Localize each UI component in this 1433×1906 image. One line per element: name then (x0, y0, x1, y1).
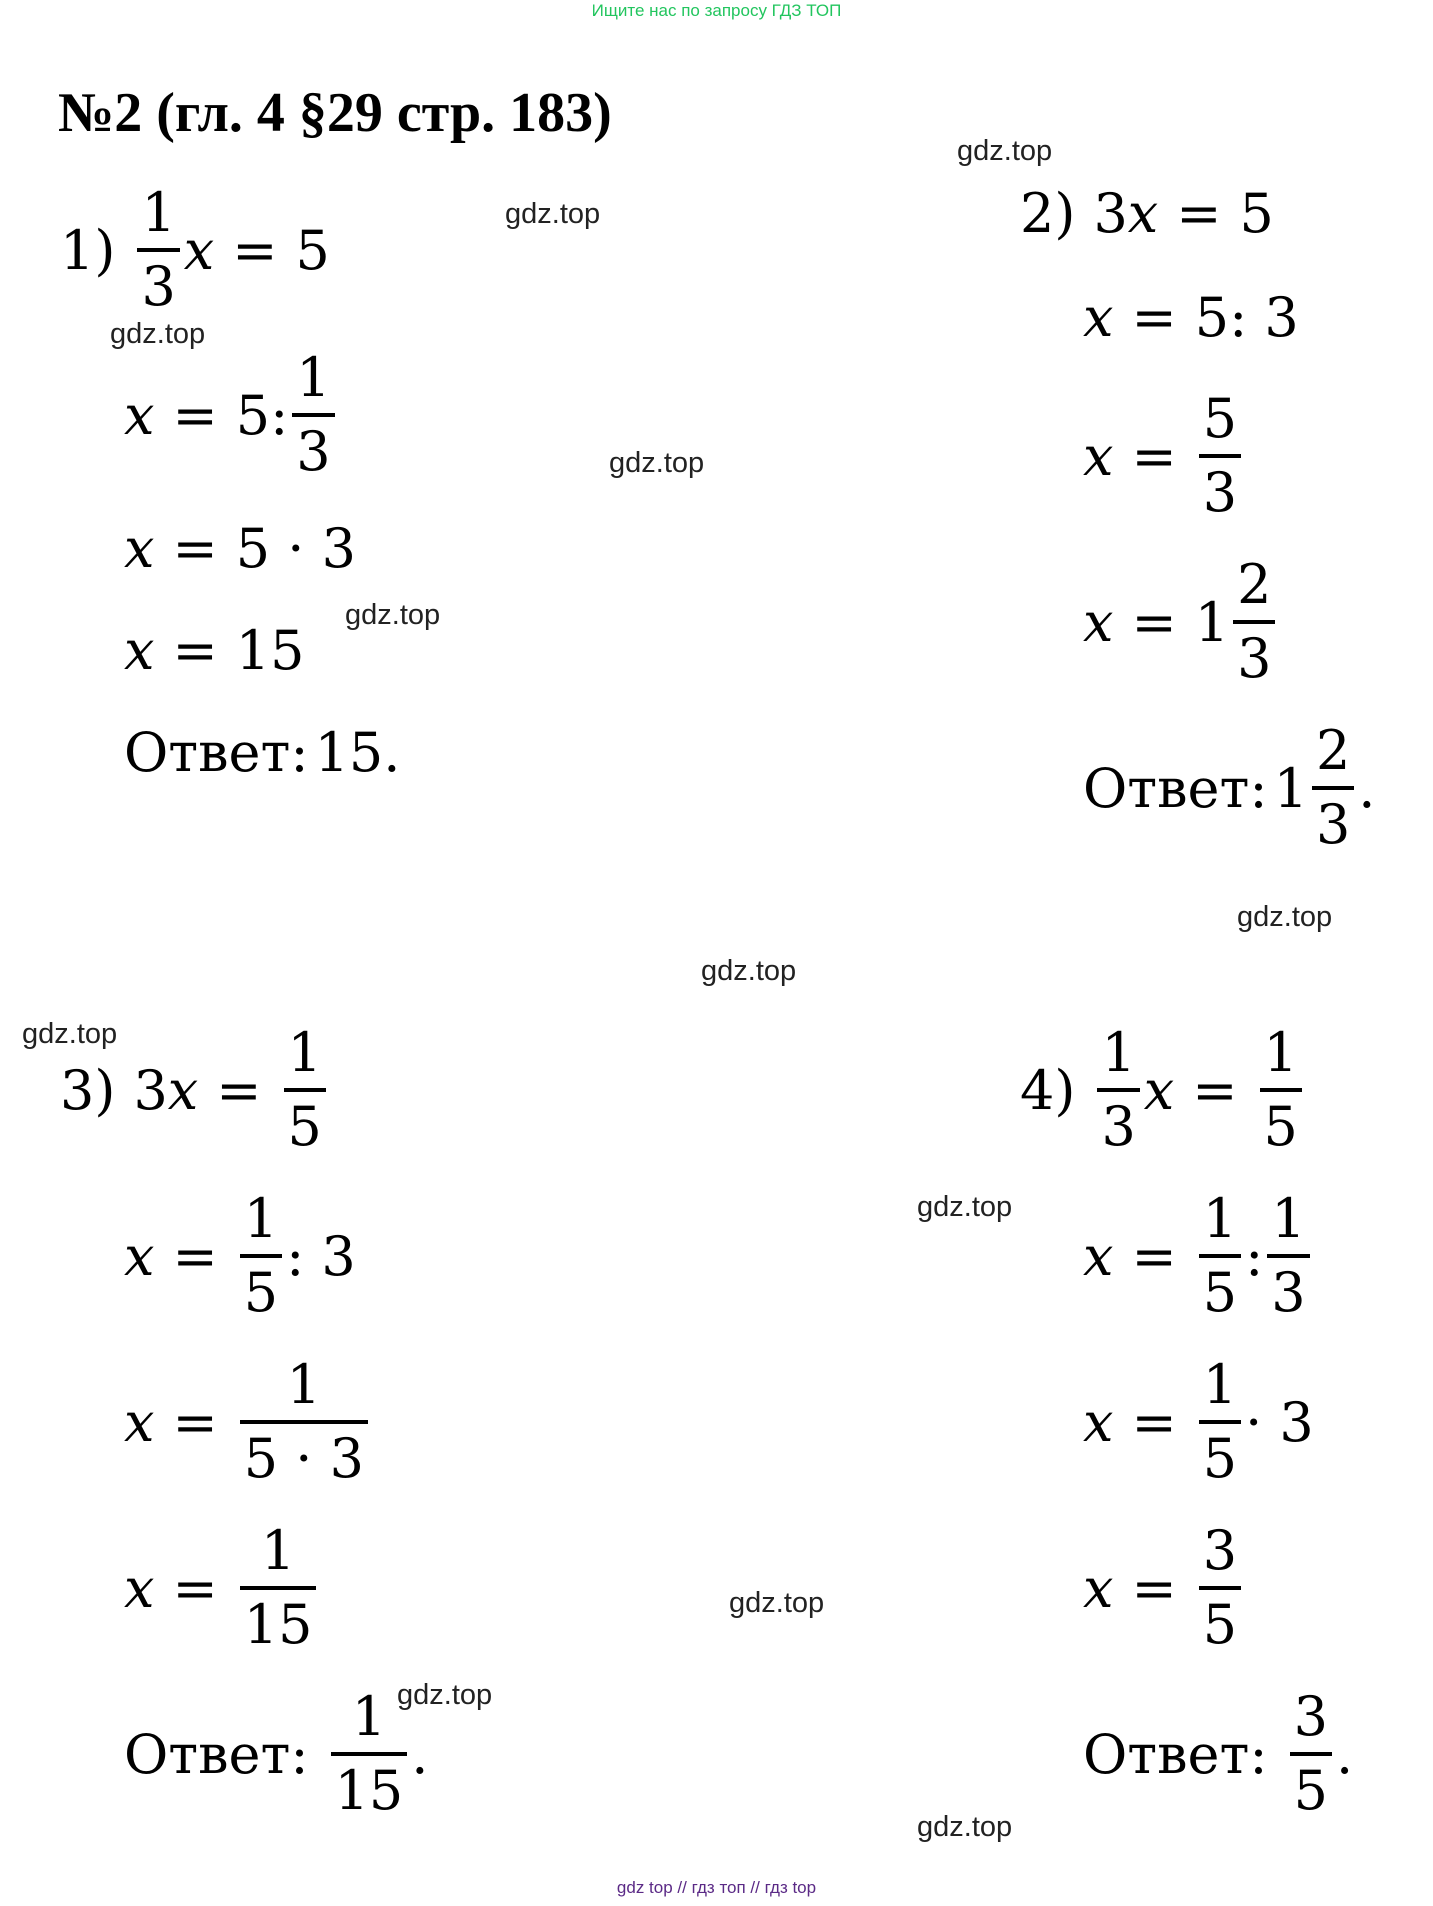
rhs-value: 5 (1239, 181, 1274, 245)
variable: x (124, 1390, 155, 1454)
denominator: 5 (287, 1095, 322, 1158)
watermark: gdz.top (22, 1018, 118, 1050)
problem-label: 3) (60, 1058, 116, 1122)
coefficient: 3 (133, 1058, 168, 1122)
problem-2-step-1 (1083, 247, 1299, 387)
denominator: 5 (1293, 1759, 1328, 1822)
rhs-value: 5 (295, 218, 330, 282)
watermark: gdz.top (609, 447, 705, 479)
numerator: 1 (1101, 1021, 1136, 1084)
denominator: 3 (296, 420, 331, 483)
variable: x (1127, 181, 1159, 245)
variable: x (124, 1224, 155, 1288)
fraction (331, 1682, 408, 1826)
expression: 5: 3 (1194, 285, 1299, 349)
numerator: 1 (141, 181, 176, 244)
answer-label: Ответ: (1083, 1722, 1268, 1786)
fraction (240, 1516, 317, 1660)
watermark: gdz.top (110, 318, 206, 350)
fraction (1199, 1350, 1241, 1494)
problem-2-step-2 (1083, 386, 1245, 526)
variable: x (183, 218, 215, 282)
problem-4-answer (1083, 1684, 1353, 1824)
watermark: gdz.top (917, 1191, 1013, 1223)
fraction (1312, 716, 1354, 860)
variable: x (1083, 1390, 1114, 1454)
problem-3-step-2 (124, 1352, 372, 1492)
problem-3-step-3 (124, 1518, 320, 1658)
equals-sign: = (172, 618, 218, 682)
period: . (1358, 756, 1376, 820)
equals-sign: = (172, 1390, 218, 1454)
variable: x (1083, 590, 1114, 654)
operator: : (1245, 1224, 1264, 1288)
search-banner[interactable]: Ищите нас по запросу ГДЗ ТОП (591, 1, 842, 20)
variable: x (1143, 1058, 1175, 1122)
expression: 15 (235, 618, 305, 682)
variable: x (124, 618, 155, 682)
fraction (1260, 1018, 1302, 1162)
fraction (240, 1184, 282, 1328)
problem-1-step-1 (124, 345, 339, 485)
numerator: 3 (1293, 1685, 1328, 1748)
variable: x (167, 1058, 199, 1122)
watermark: gdz.top (1237, 901, 1333, 933)
numerator: 1 (260, 1519, 296, 1582)
fraction (240, 1350, 368, 1494)
numerator: 2 (1237, 553, 1272, 616)
period: . (411, 1722, 429, 1786)
problem-3-step-1 (124, 1186, 356, 1326)
problem-2-answer (1083, 718, 1375, 858)
denominator: 15 (243, 1593, 313, 1656)
variable: x (124, 516, 155, 580)
denominator: 5 · 3 (243, 1427, 364, 1490)
equals-sign: = (172, 516, 218, 580)
problem-4-equation (1020, 1020, 1306, 1160)
problem-label: 4) (1020, 1058, 1076, 1122)
answer-value: 15. (314, 720, 401, 784)
answer-label: Ответ: (124, 720, 309, 784)
watermark: gdz.top (917, 1811, 1013, 1843)
numerator: 2 (1315, 719, 1351, 782)
numerator: 1 (1271, 1187, 1306, 1250)
denominator: 5 (1202, 1427, 1238, 1490)
problem-2-step-3 (1083, 552, 1279, 692)
denominator: 5 (1202, 1593, 1238, 1656)
footer-links[interactable]: gdz top // гдз топ // гдз top (616, 1878, 817, 1897)
variable: x (1083, 285, 1114, 349)
denominator: 5 (243, 1261, 279, 1324)
denominator: 3 (1315, 793, 1351, 856)
fraction (1199, 1184, 1241, 1328)
equals-sign: = (232, 218, 278, 282)
watermark: gdz.top (345, 599, 441, 631)
problem-3-answer (124, 1684, 428, 1824)
problem-3-equation (60, 1020, 330, 1160)
equals-sign: = (1131, 285, 1177, 349)
variable: x (1083, 1224, 1114, 1288)
problem-1-equation (60, 180, 330, 320)
expression: 5: (235, 383, 289, 447)
equals-sign: = (1131, 1390, 1177, 1454)
answer-label: Ответ: (124, 1722, 309, 1786)
problem-label: 1) (60, 218, 116, 282)
numerator: 1 (1202, 1187, 1238, 1250)
equals-sign: = (1131, 590, 1177, 654)
denominator: 5 (1202, 1261, 1238, 1324)
equals-sign: = (172, 383, 218, 447)
expression: 5 · 3 (235, 516, 356, 580)
equals-sign: = (172, 1224, 218, 1288)
equals-sign: = (1131, 1556, 1177, 1620)
fraction (1290, 1682, 1332, 1826)
numerator: 1 (287, 1021, 322, 1084)
fraction (1199, 1516, 1241, 1660)
fraction (284, 1018, 326, 1162)
watermark: gdz.top (729, 1587, 825, 1619)
watermark: gdz.top (701, 955, 797, 987)
numerator: 1 (286, 1353, 321, 1416)
fraction (1267, 1184, 1309, 1328)
fraction (1097, 1018, 1139, 1162)
watermark: gdz.top (397, 1679, 493, 1711)
page-title: №2 (гл. 4 §29 стр. 183) (58, 82, 612, 144)
variable: x (1083, 1556, 1114, 1620)
coefficient: 3 (1093, 181, 1128, 245)
denominator: 3 (1101, 1095, 1136, 1158)
answer-label: Ответ: (1083, 756, 1268, 820)
equals-sign: = (216, 1058, 262, 1122)
problem-4-step-3 (1083, 1518, 1245, 1658)
denominator: 15 (334, 1759, 404, 1822)
variable: x (124, 383, 155, 447)
numerator: 1 (1202, 1353, 1238, 1416)
equals-sign: = (1192, 1058, 1238, 1122)
fraction (137, 178, 179, 322)
watermark: gdz.top (505, 198, 601, 230)
fraction (1199, 384, 1241, 528)
numerator: 3 (1202, 1519, 1238, 1582)
equals-sign: = (1176, 181, 1222, 245)
numerator: 1 (351, 1685, 387, 1748)
equals-sign: = (1131, 424, 1177, 488)
denominator: 3 (1202, 461, 1238, 524)
problem-label: 2) (1020, 181, 1076, 245)
problem-4-step-2 (1083, 1352, 1314, 1492)
expression: · 3 (1245, 1390, 1314, 1454)
numerator: 1 (1263, 1021, 1298, 1084)
numerator: 1 (243, 1187, 279, 1250)
equals-sign: = (1131, 1224, 1177, 1288)
fraction (292, 343, 334, 487)
whole-part: 1 (1194, 590, 1230, 654)
fraction (1233, 550, 1275, 694)
variable: x (1083, 424, 1114, 488)
whole-part: 1 (1273, 756, 1308, 820)
watermark: gdz.top (957, 135, 1053, 167)
numerator: 1 (296, 346, 331, 409)
numerator: 5 (1202, 387, 1238, 450)
denominator: 3 (1237, 627, 1272, 690)
variable: x (124, 1556, 155, 1620)
denominator: 3 (1271, 1261, 1306, 1324)
denominator: 3 (141, 255, 176, 318)
denominator: 5 (1263, 1095, 1298, 1158)
problem-4-step-1 (1083, 1186, 1314, 1326)
problem-1-answer (124, 682, 400, 822)
period: . (1335, 1722, 1354, 1786)
equals-sign: = (172, 1556, 218, 1620)
expression: : 3 (286, 1224, 356, 1288)
